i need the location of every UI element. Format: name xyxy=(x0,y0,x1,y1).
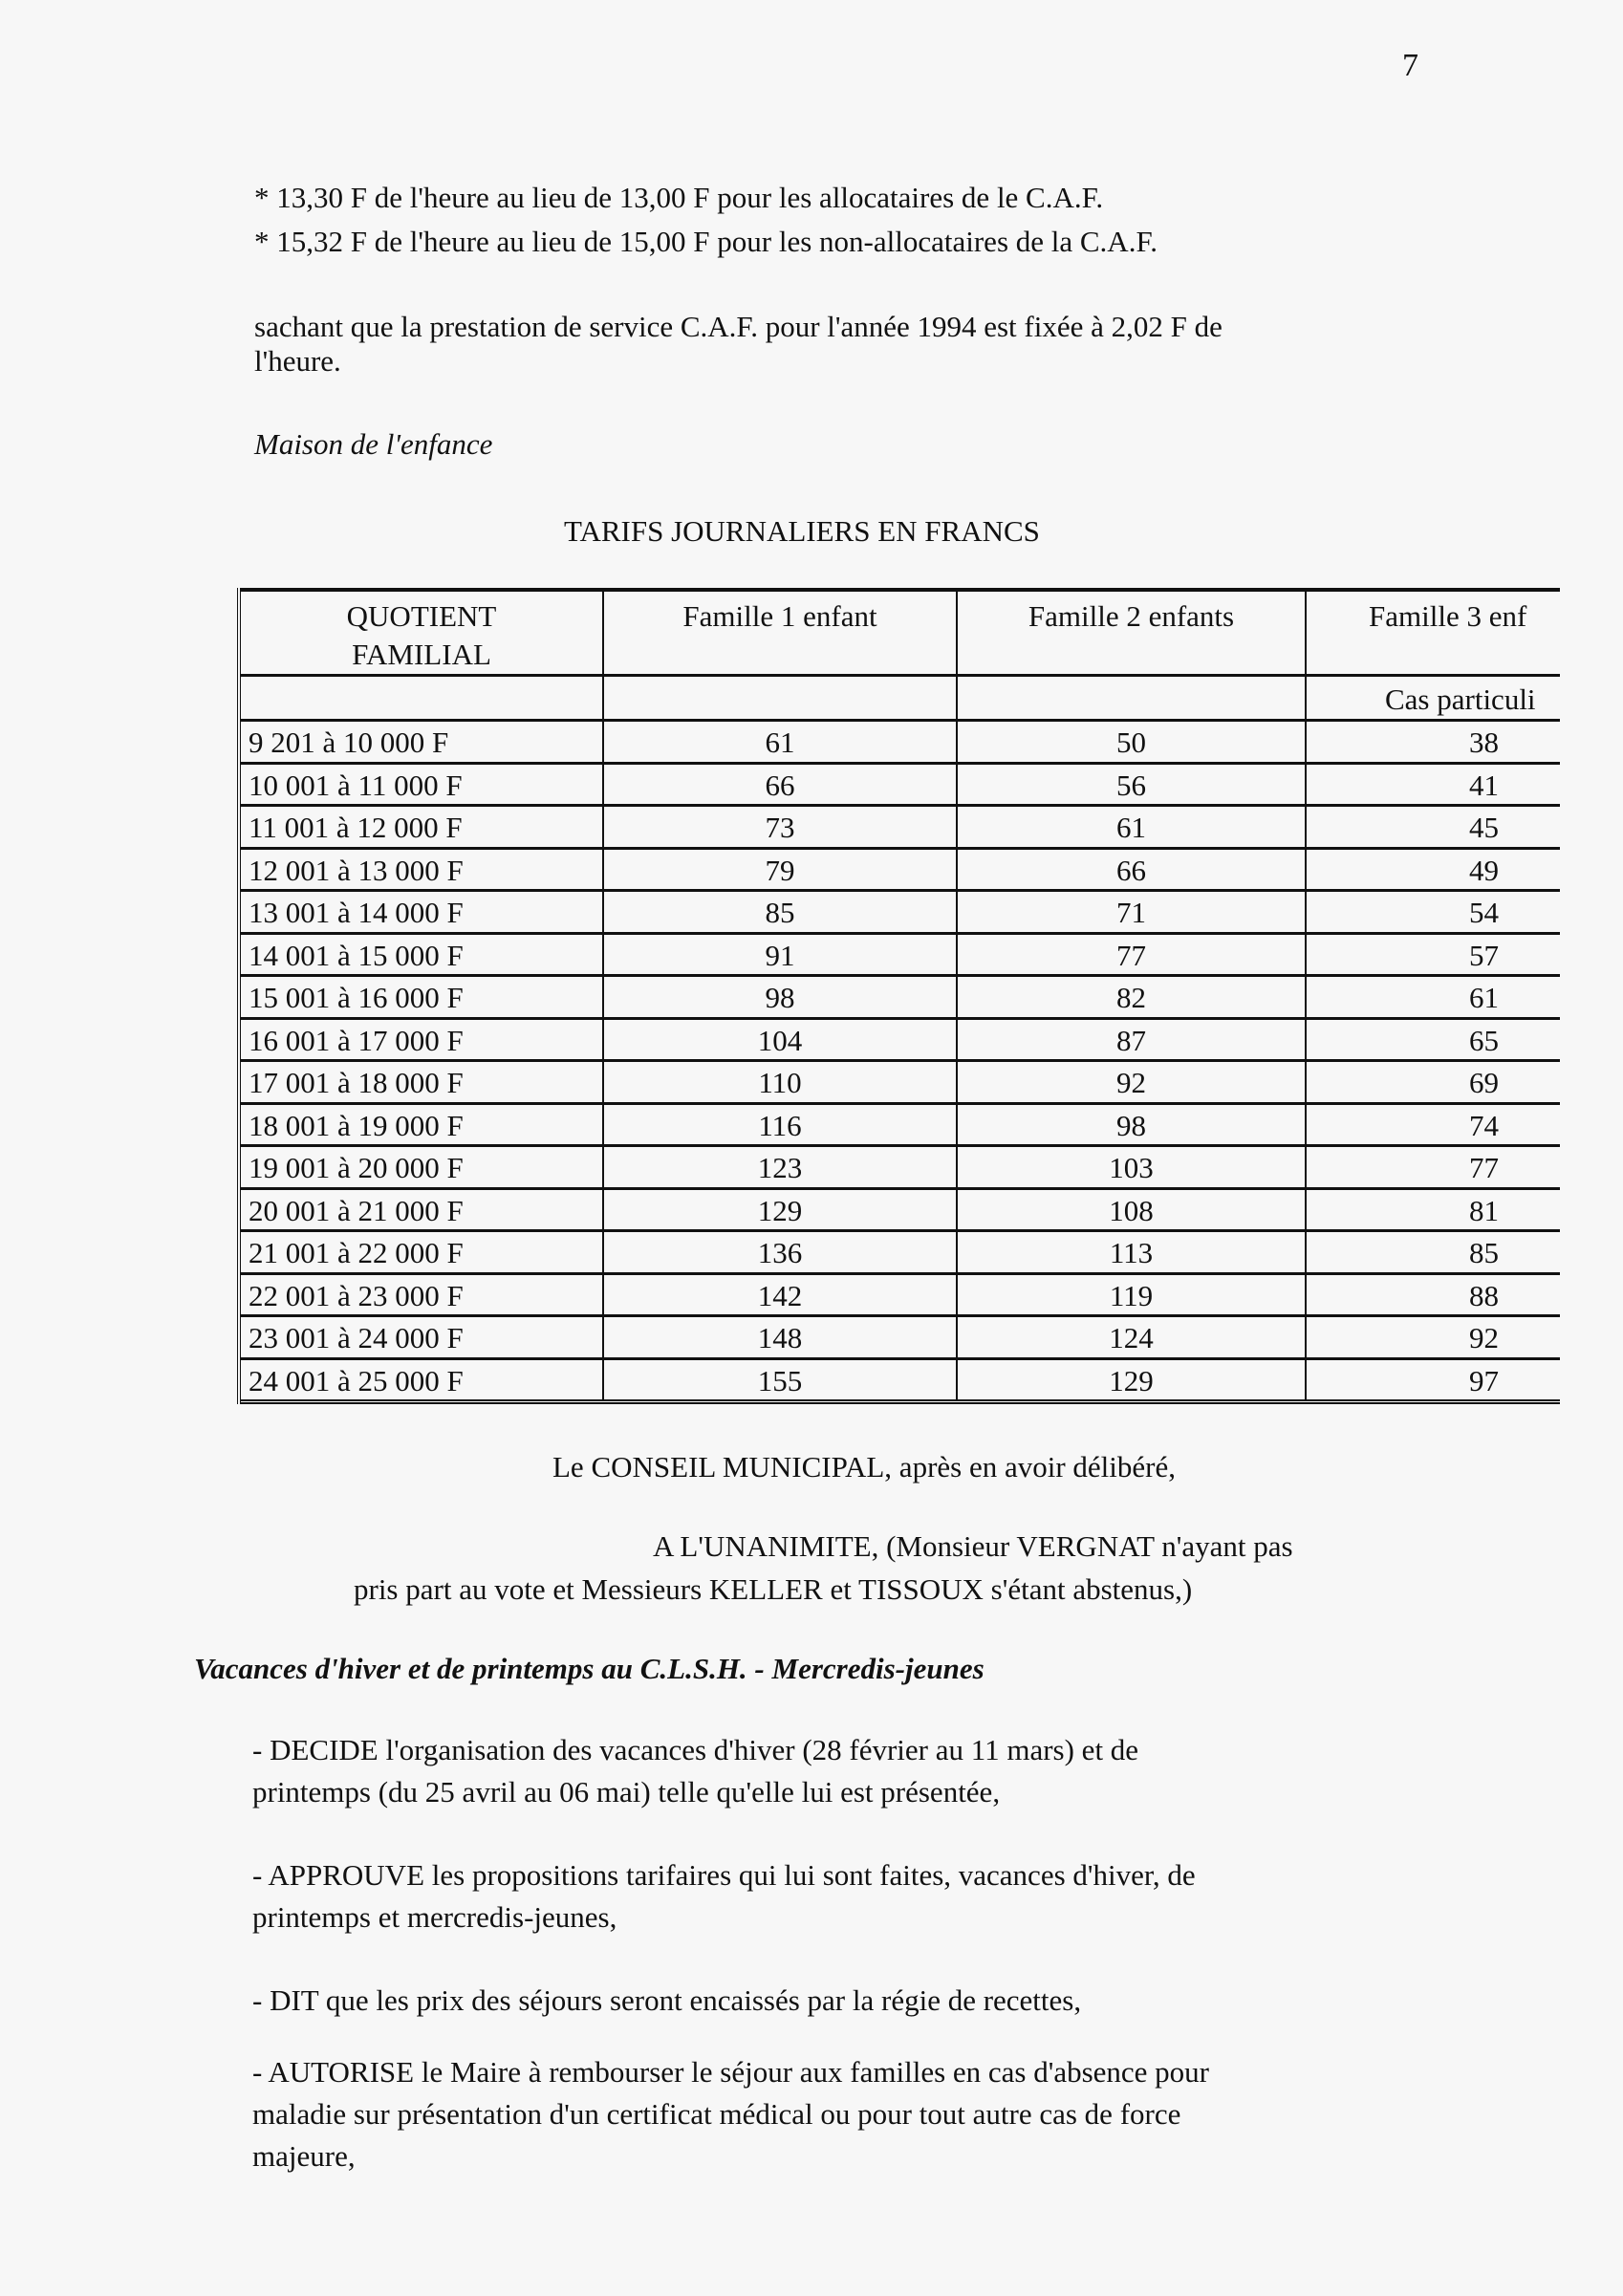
table-row xyxy=(241,1232,1560,1275)
famille-1-cell: 148 xyxy=(604,1317,958,1357)
table-row xyxy=(241,1147,1560,1190)
famille-3-cell: 41 xyxy=(1469,768,1499,802)
famille-2-cell: 82 xyxy=(958,977,1307,1017)
decision-approuve-line2: printemps et mercredis-jeunes, xyxy=(252,1900,617,1934)
decision-decide-line2: printemps (du 25 avril au 06 mai) telle qu'elle lui est présentée, xyxy=(252,1775,1001,1809)
famille-3-cell: 54 xyxy=(1469,896,1499,929)
decision-approuve-line1: - APPROUVE les propositions tarifaires qui lui sont faites, vacances d'hiver, de xyxy=(252,1858,1196,1892)
table-row xyxy=(241,1020,1560,1063)
famille-2-cell: 113 xyxy=(958,1232,1307,1272)
quotient-range-cell: 11 001 à 12 000 F xyxy=(241,807,604,847)
famille-2-cell: 92 xyxy=(958,1062,1307,1102)
famille-1-cell: 123 xyxy=(604,1147,958,1187)
quotient-range-cell: 21 001 à 22 000 F xyxy=(241,1232,604,1272)
caf-note-line1: sachant que la prestation de service C.A.F. pour l'année 1994 est fixée à 2,02 F de xyxy=(254,310,1223,343)
famille-2-cell: 71 xyxy=(958,892,1307,932)
famille-1-cell: 116 xyxy=(604,1105,958,1145)
table-row xyxy=(241,1105,1560,1148)
subheader-empty-cell xyxy=(604,677,958,719)
quotient-range-cell: 13 001 à 14 000 F xyxy=(241,892,604,932)
header-famille-1-enfant: Famille 1 enfant xyxy=(604,592,958,674)
famille-2-cell: 87 xyxy=(958,1020,1307,1060)
famille-2-cell: 129 xyxy=(958,1360,1307,1400)
famille-2-cell: 119 xyxy=(958,1275,1307,1315)
table-row xyxy=(241,850,1560,893)
famille-2-cell: 66 xyxy=(958,850,1307,890)
table-row xyxy=(241,892,1560,935)
quotient-range-cell: 20 001 à 21 000 F xyxy=(241,1190,604,1230)
famille-2-cell: 50 xyxy=(958,722,1307,762)
quotient-range-cell: 19 001 à 20 000 F xyxy=(241,1147,604,1187)
council-vote-line1: A L'UNANIMITE, (Monsieur VERGNAT n'ayant pas xyxy=(653,1529,1293,1563)
header-quotient-line2: FAMILIAL xyxy=(352,638,491,671)
table-row xyxy=(241,1360,1560,1405)
famille-3-cell: 92 xyxy=(1469,1321,1499,1354)
famille-3-cell: 97 xyxy=(1469,1363,1499,1397)
famille-1-cell: 73 xyxy=(604,807,958,847)
famille-3-cell: 74 xyxy=(1469,1108,1499,1142)
famille-1-cell: 129 xyxy=(604,1190,958,1230)
tariff-bullet-allocataires: * 13,30 F de l'heure au lieu de 13,00 F pour les allocataires de le C.A.F. xyxy=(254,181,1104,214)
famille-2-cell: 103 xyxy=(958,1147,1307,1187)
famille-1-cell: 61 xyxy=(604,722,958,762)
quotient-range-cell: 17 001 à 18 000 F xyxy=(241,1062,604,1102)
famille-3-cell: 57 xyxy=(1469,938,1499,972)
famille-1-cell: 142 xyxy=(604,1275,958,1315)
famille-1-cell: 85 xyxy=(604,892,958,932)
quotient-range-cell: 12 001 à 13 000 F xyxy=(241,850,604,890)
table-row xyxy=(241,765,1560,808)
famille-3-cell: 61 xyxy=(1469,981,1499,1014)
page-number: 7 xyxy=(1402,48,1418,83)
famille-3-cell: 38 xyxy=(1469,726,1499,759)
famille-1-cell: 136 xyxy=(604,1232,958,1272)
famille-3-cell: 88 xyxy=(1469,1278,1499,1312)
famille-2-cell: 61 xyxy=(958,807,1307,847)
famille-1-cell: 66 xyxy=(604,765,958,805)
famille-3-cell: 69 xyxy=(1469,1066,1499,1099)
table-title: TARIFS JOURNALIERS EN FRANCS xyxy=(564,514,1040,548)
famille-3-cell: 85 xyxy=(1469,1236,1499,1269)
section-heading-maison-enfance: Maison de l'enfance xyxy=(254,427,493,461)
famille-3-cell: 49 xyxy=(1469,853,1499,887)
quotient-range-cell: 16 001 à 17 000 F xyxy=(241,1020,604,1060)
subheader-empty-cell xyxy=(241,677,604,719)
famille-2-cell: 98 xyxy=(958,1105,1307,1145)
table-row xyxy=(241,977,1560,1020)
famille-3-cell: 65 xyxy=(1469,1023,1499,1057)
famille-1-cell: 104 xyxy=(604,1020,958,1060)
decision-decide-line1: - DECIDE l'organisation des vacances d'hiver (28 février au 11 mars) et de xyxy=(252,1733,1139,1766)
famille-3-cell: 45 xyxy=(1469,811,1499,844)
famille-3-cell: 81 xyxy=(1469,1193,1499,1227)
famille-1-cell: 155 xyxy=(604,1360,958,1400)
subheader-cas-particuliers: Cas particuli xyxy=(1385,682,1536,716)
decision-dit-line1: - DIT que les prix des séjours seront encaissés par la régie de recettes, xyxy=(252,1983,1082,2017)
table-row xyxy=(241,1062,1560,1105)
quotient-range-cell: 23 001 à 24 000 F xyxy=(241,1317,604,1357)
famille-1-cell: 79 xyxy=(604,850,958,890)
table-subheader-row xyxy=(241,677,1560,722)
quotient-range-cell: 24 001 à 25 000 F xyxy=(241,1360,604,1400)
famille-2-cell: 108 xyxy=(958,1190,1307,1230)
header-famille-3-enfants: Famille 3 enf xyxy=(1369,599,1527,633)
table-row xyxy=(241,1190,1560,1233)
table-row xyxy=(241,935,1560,978)
subheader-empty-cell xyxy=(958,677,1307,719)
table-row xyxy=(241,1275,1560,1318)
famille-3-cell: 77 xyxy=(1469,1151,1499,1184)
council-deliberation: Le CONSEIL MUNICIPAL, après en avoir délibéré, xyxy=(552,1450,1176,1484)
table-row xyxy=(241,807,1560,850)
header-famille-2-enfants: Famille 2 enfants xyxy=(958,592,1307,674)
quotient-range-cell: 10 001 à 11 000 F xyxy=(241,765,604,805)
famille-1-cell: 91 xyxy=(604,935,958,975)
section-heading-vacances: Vacances d'hiver et de printemps au C.L.S.H. - Mercredis-jeunes xyxy=(194,1652,985,1685)
decision-autorise-line2: maladie sur présentation d'un certificat médical ou pour tout autre cas de force xyxy=(252,2097,1181,2131)
tariff-bullet-non-allocataires: * 15,32 F de l'heure au lieu de 15,00 F pour les non-allocataires de la C.A.F. xyxy=(254,225,1158,258)
table-row xyxy=(241,722,1560,765)
quotient-range-cell: 18 001 à 19 000 F xyxy=(241,1105,604,1145)
decision-autorise-line3: majeure, xyxy=(252,2139,356,2173)
quotient-range-cell: 9 201 à 10 000 F xyxy=(241,722,604,762)
caf-note-line2: l'heure. xyxy=(254,344,341,378)
famille-1-cell: 110 xyxy=(604,1062,958,1102)
tariff-table xyxy=(237,588,1560,1404)
famille-2-cell: 56 xyxy=(958,765,1307,805)
famille-2-cell: 124 xyxy=(958,1317,1307,1357)
quotient-range-cell: 14 001 à 15 000 F xyxy=(241,935,604,975)
header-quotient-familial xyxy=(241,592,604,674)
quotient-range-cell: 15 001 à 16 000 F xyxy=(241,977,604,1017)
header-quotient-line1: QUOTIENT xyxy=(346,599,497,633)
famille-2-cell: 77 xyxy=(958,935,1307,975)
table-row xyxy=(241,1317,1560,1360)
council-vote-line2: pris part au vote et Messieurs KELLER et TISSOUX s'étant abstenus,) xyxy=(354,1572,1193,1606)
table-header-row xyxy=(241,588,1560,677)
decision-autorise-line1: - AUTORISE le Maire à rembourser le séjour aux familles en cas d'absence pour xyxy=(252,2055,1209,2089)
quotient-range-cell: 22 001 à 23 000 F xyxy=(241,1275,604,1315)
famille-1-cell: 98 xyxy=(604,977,958,1017)
